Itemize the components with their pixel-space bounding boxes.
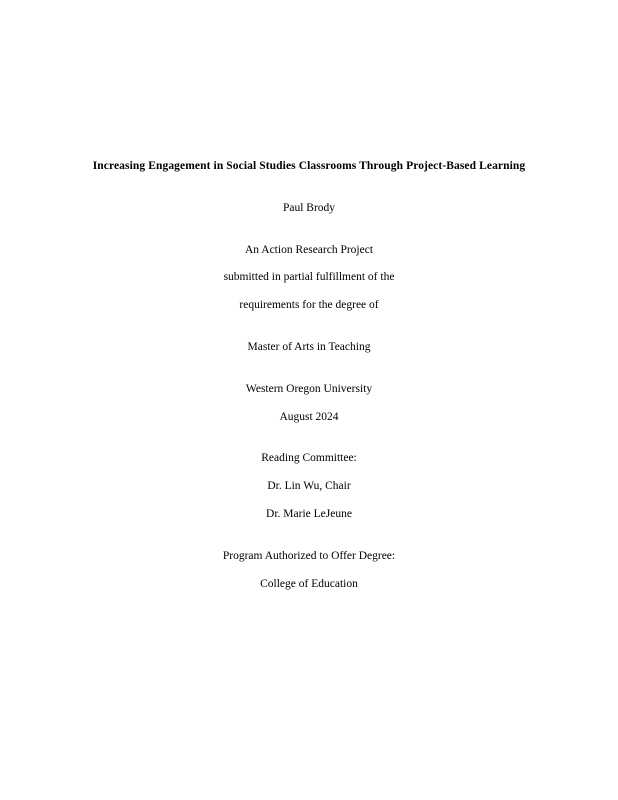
- spacer: [0, 216, 618, 244]
- publication-date: August 2024: [279, 410, 339, 423]
- project-type-line-1: An Action Research Project: [244, 243, 374, 256]
- project-type-line-2: submitted in partial fulfillment of the: [223, 271, 395, 284]
- committee-member: Dr. Marie LeJeune: [266, 507, 352, 520]
- institution-name: Western Oregon University: [245, 382, 373, 395]
- authorizing-program-heading: Program Authorized to Offer Degree:: [222, 549, 396, 562]
- committee-member: Dr. Lin Wu, Chair: [267, 480, 351, 493]
- page-title: Increasing Engagement in Social Studies Classrooms Through Project-Based Learning: [92, 160, 526, 172]
- author-name: Paul Brody: [282, 201, 336, 214]
- authorizing-program-name: College of Education: [260, 577, 358, 590]
- degree-name: Master of Arts in Teaching: [247, 340, 371, 353]
- reading-committee-block: [0, 452, 618, 521]
- project-type-block: [0, 244, 618, 313]
- project-type-line-3: requirements for the degree of: [239, 299, 379, 312]
- degree-block: [0, 341, 618, 355]
- title-page-content: [0, 160, 618, 591]
- reading-committee-heading: Reading Committee:: [261, 452, 357, 465]
- institution-block: [0, 383, 618, 425]
- authorizing-program-block: [0, 550, 618, 592]
